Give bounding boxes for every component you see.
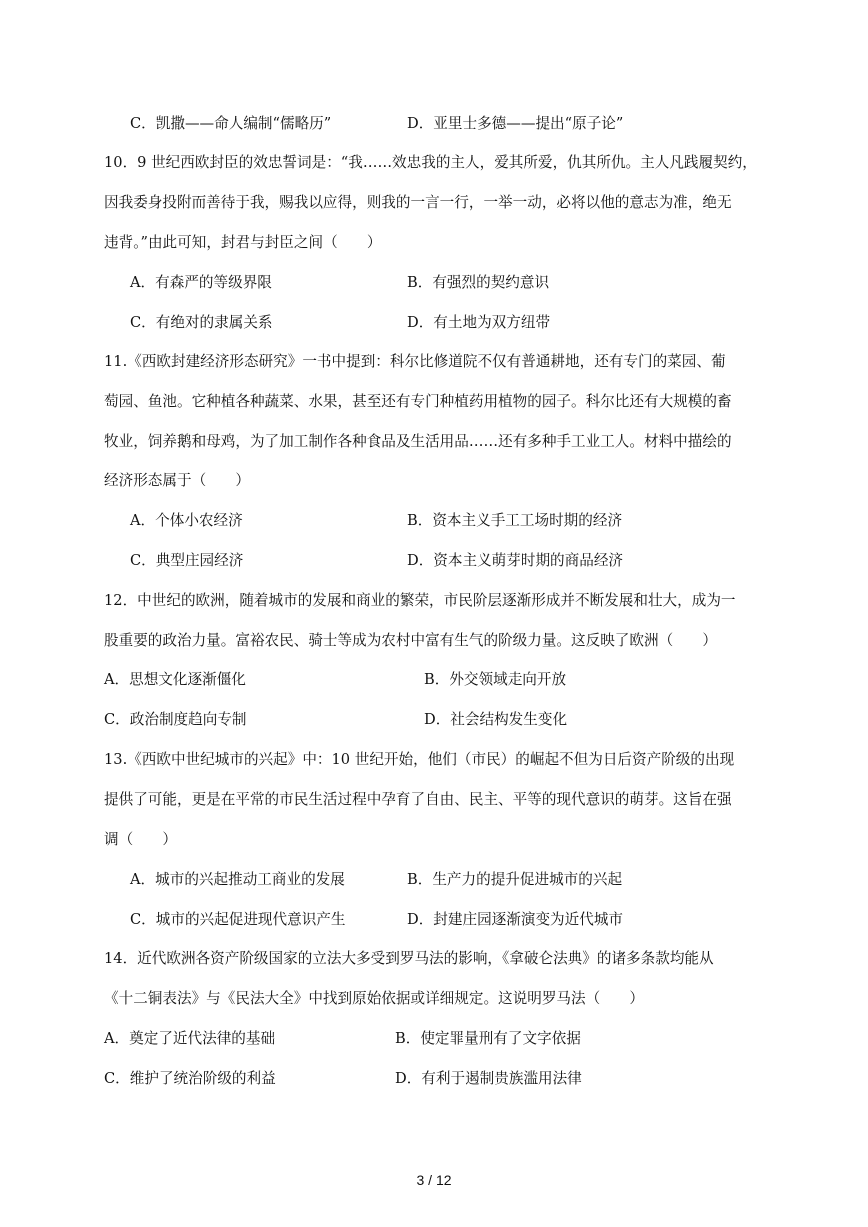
option-b: B．外交领域走向开放 [424,671,567,688]
option-c: C．城市的兴起促进现代意识产生 [130,911,346,928]
page-number: 3 / 12 [416,1172,452,1188]
question-14-line: 14．近代欧洲各资产阶级国家的立法大多受到罗马法的影响，《拿破仑法典》的诸多条款均能从 [104,950,714,967]
question-14-line: 《十二铜表法》与《民法大全》中找到原始依据或详细规定。这说明罗马法（ ） [104,990,644,1007]
option-a: A．奠定了近代法律的基础 [104,1030,276,1047]
option-c: C．凯撒——命人编制“儒略历” [130,115,332,132]
question-11-line: 11.《西欧封建经济形态研究》一书中提到：科尔比修道院不仅有普通耕地，还有专门的菜园、葡 [104,353,726,370]
question-13-line: 调（ ） [104,831,177,848]
option-d: D．有利于遏制贵族滥用法律 [395,1070,582,1087]
question-10-line: 因我委身投附而善待于我，赐我以应得，则我的一言一行，一举一动，必将以他的意志为准，绝无 [104,194,732,211]
option-c: C．有绝对的隶属关系 [130,314,273,331]
question-12-line: 股重要的政治力量。富裕农民、骑士等成为农村中富有生气的阶级力量。这反映了欧洲（ ） [104,632,717,649]
option-b: B．资本主义手工工场时期的经济 [407,512,623,529]
question-10-line: 违背。”由此可知，封君与封臣之间（ ） [104,234,382,251]
option-c: C．典型庄园经济 [130,552,244,569]
option-b: B．生产力的提升促进城市的兴起 [407,871,623,888]
question-11-line: 牧业，饲养鹅和母鸡，为了加工制作各种食品及生活用品……还有多种手工业工人。材料中描绘的 [104,433,732,450]
option-c: C．政治制度趋向专制 [104,711,247,728]
option-d: D．封建庄园逐渐演变为近代城市 [407,911,624,928]
option-d: D．资本主义萌芽时期的商品经济 [407,552,624,569]
question-13-line: 提供了可能，更是在平常的市民生活过程中孕育了自由、民主、平等的现代意识的萌芽。这旨在强 [104,791,732,808]
option-a: A．有森严的等级界限 [130,274,272,291]
option-c: C．维护了统治阶级的利益 [104,1070,276,1087]
question-10-line: 10．9 世纪西欧封臣的效忠誓词是：“我……效忠我的主人，爱其所爱，仇其所仇。主人凡践履契约， [104,154,757,171]
option-b: B．使定罪量刑有了文字依据 [395,1030,581,1047]
option-a: A．城市的兴起推动工商业的发展 [130,871,345,888]
question-11-line: 经济形态属于（ ） [104,472,250,489]
option-a: A．思想文化逐渐僵化 [104,671,246,688]
option-b: B．有强烈的契约意识 [407,274,550,291]
question-11-line: 萄园、鱼池。它种植各种蔬菜、水果，甚至还有专门种植药用植物的园子。科尔比还有大规模的畜 [104,393,732,410]
option-d: D．亚里士多德——提出“原子论” [407,115,624,132]
option-d: D．社会结构发生变化 [424,711,568,728]
option-d: D．有土地为双方纽带 [407,314,551,331]
option-a: A．个体小农经济 [130,512,243,529]
question-12-line: 12．中世纪的欧洲，随着城市的发展和商业的繁荣，市民阶层逐渐形成并不断发展和壮大，成为一 [104,592,736,609]
question-13-line: 13.《西欧中世纪城市的兴起》中：10 世纪开始，他们（市民）的崛起不但为日后资产阶级的出现 [104,751,735,768]
